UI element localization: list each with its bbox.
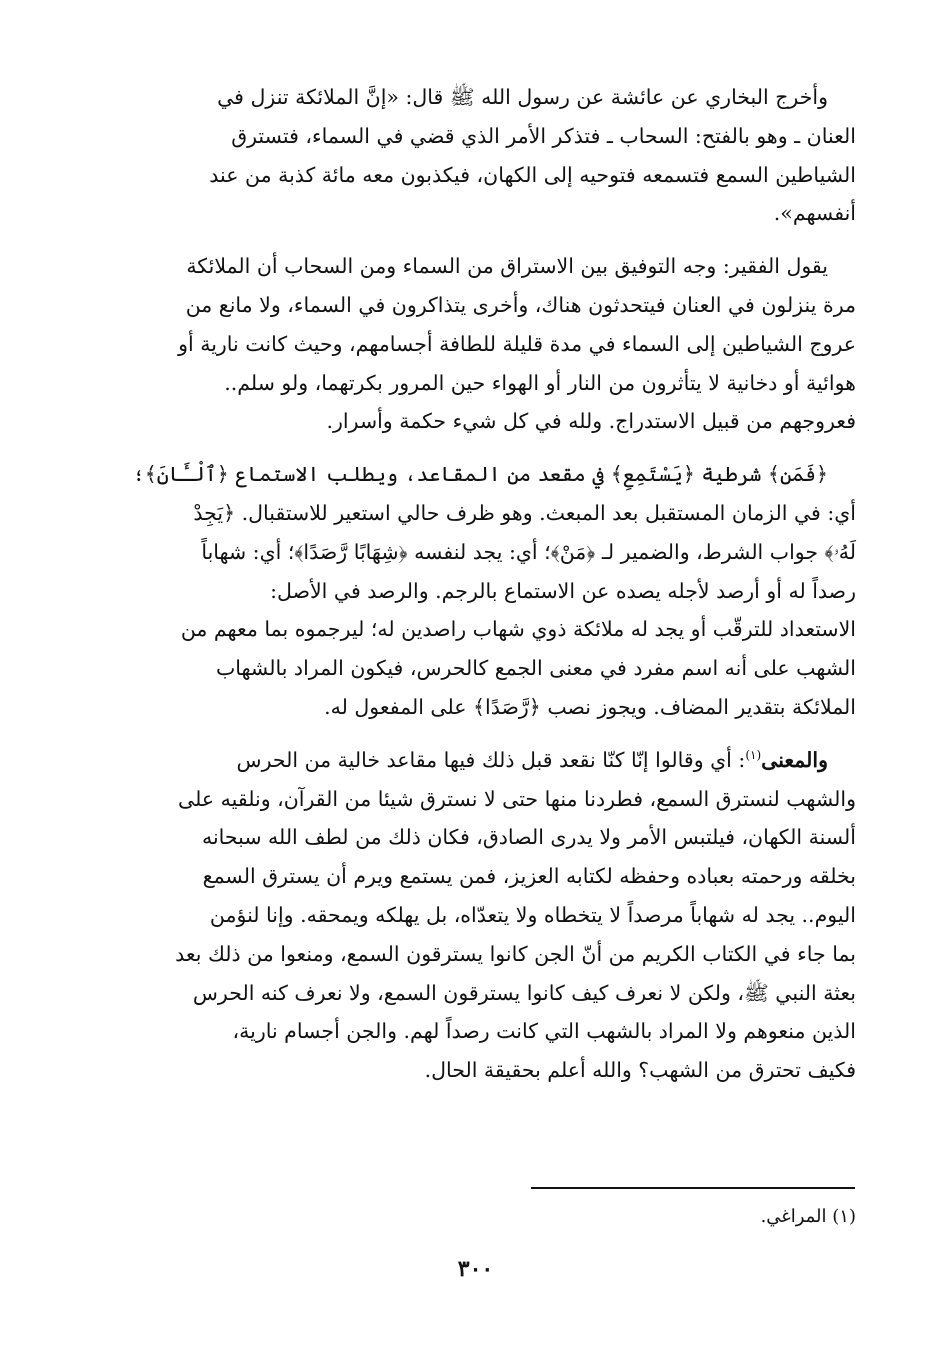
paragraph-verse-explanation: ﴿فَمَن﴾ شرطية ﴿يَسْتَمِعِ﴾ في مقعد من المقاعد، ويطلب الاستماع ﴿ٱلْـَٔانَ﴾؛ أي: في الزمان المستقبل بعد المبعث. وهو ظرف حالي استعير للاستقبال. ﴿يَجِدْ لَهُۥ﴾ جواب الشرط، والضمير لـ ﴿مَنْ﴾؛ أي: يجد لنفسه ﴿شِهَابًا رَّصَدًا﴾؛ أي: شهاباً رصداً له أو أرصد لأجله يصده عن الاستماع بالرجم. والرصد في الأصل: الاستعداد للترقّب أو يجد له ملائكة ذوي شهاب راصدين له؛ ليرجموه بما معهم من الشهب على أنه اسم مفرد في معنى الجمع كالحرس، فيكون المراد بالشهاب الملائكة بتقدير المضاف. ويجوز نصب ﴿رَّصَدًا﴾ على المفعول له. xyxy=(132,462,856,719)
page-body xyxy=(94,78,856,1104)
footnote-divider xyxy=(531,1187,855,1189)
paragraph-bukhari-hadith: وأخرج البخاري عن عائشة عن رسول الله ﷺ قال: «إنَّ الملائكة تنزل في العنان ـ وهو بالفتح: السحاب ـ فتذكر الأمر الذي قضي في السماء، فتسترق الشياطين السمع فتسمعه فتوحيه إلى الكهان، فيكذبون معه مائة كذبة من عند أنفسهم». xyxy=(209,85,856,226)
page-number: ٣٠٠ xyxy=(457,1256,494,1282)
paragraph-faqir-reconciliation: يقول الفقير: وجه التوفيق بين الاستراق من السماء ومن السحاب أن الملائكة مرة ينزلون في العنان فيتحدثون هناك، وأخرى يتذاكرون في السماء، ولا مانع من عروج الشياطين إلى السماء في مدة قليلة للطافة أجسامهم، وحيث كانت نارية أو هوائية أو دخانية لا يتأثرون من النار أو الهواء حين المرور بكرتهما، ولو سلم.. فعروجهم من قبيل الاستدراج. ولله في كل شيء حكمة وأسرار. xyxy=(178,254,856,434)
footnote-reference: (١) xyxy=(745,747,762,762)
meaning-text: : أي وقالوا إنّا كنّا نقعد قبل ذلك فيها مقاعد خالية من الحرس والشهب لنسترق السمع، فطردنا منها حتى لا نسترق شيئا من القرآن، ونلقيه على ألسنة الكهان، فيلتبس الأمر ولا يدرى الصادق، فكان ذلك من لطف الله سبحانه بخلقه ورحمته بعباده وحفظه لكتابه العزيز، فمن يستمع ويرم أن يسترق السمع اليوم.. يجد له شهاباً مرصداً لا يتخطاه ولا يتعدّاه، بل يهلكه ويمحقه. وإنا لنؤمن بما جاء في الكتاب الكريم من أنّ الجن كانوا يسترقون السمع، ومنعوا من ذلك بعد بعثة النبي ﷺ، ولكن لا نعرف كيف كانوا يسترقون السمع، ولا نعرف كنه الحرس الذين منعوهم ولا المراد بالشهب التي كانت رصداً لهم. والجن أجسام نارية، فكيف تحترق من الشهب؟ والله أعلم بحقيقة الحال. xyxy=(175,747,856,1083)
meaning-lead-word: والمعنى xyxy=(761,747,828,772)
paragraph-meaning xyxy=(94,741,856,1090)
footnote: (١) المراغي. xyxy=(760,1206,856,1227)
